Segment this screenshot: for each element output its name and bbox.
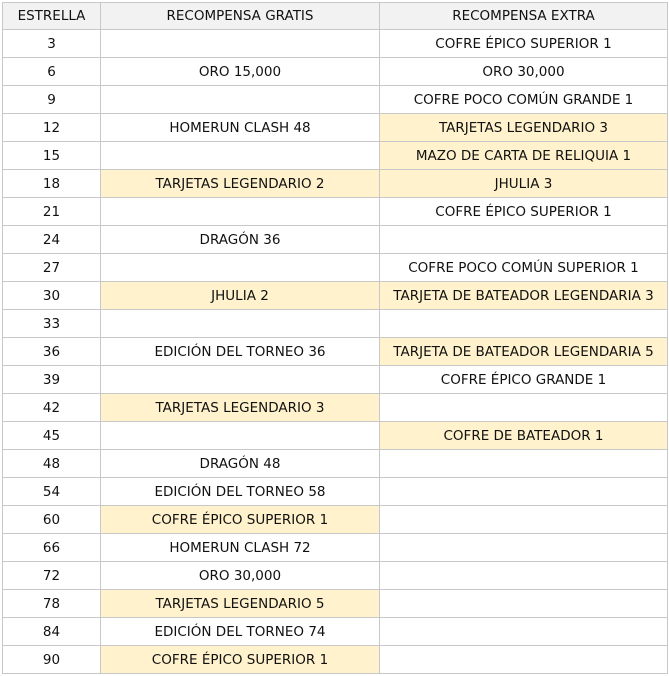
extra-reward-cell: COFRE ÉPICO SUPERIOR 1 — [380, 30, 668, 58]
table-row — [3, 114, 668, 142]
extra-reward-cell: COFRE ÉPICO GRANDE 1 — [380, 366, 668, 394]
star-cell: 39 — [3, 366, 101, 394]
star-cell: 27 — [3, 254, 101, 282]
extra-reward-cell — [380, 562, 668, 590]
table-row — [3, 366, 668, 394]
star-cell: 45 — [3, 422, 101, 450]
star-cell: 48 — [3, 450, 101, 478]
free-reward-cell: TARJETAS LEGENDARIO 3 — [101, 394, 380, 422]
header-estrella: ESTRELLA — [3, 3, 101, 30]
star-cell: 66 — [3, 534, 101, 562]
free-reward-cell: HOMERUN CLASH 72 — [101, 534, 380, 562]
table-header — [3, 3, 668, 30]
extra-reward-cell — [380, 478, 668, 506]
star-cell: 84 — [3, 618, 101, 646]
extra-reward-cell: ORO 30,000 — [380, 58, 668, 86]
table-row — [3, 254, 668, 282]
star-cell: 60 — [3, 506, 101, 534]
table-row — [3, 142, 668, 170]
free-reward-cell — [101, 142, 380, 170]
star-cell: 3 — [3, 30, 101, 58]
extra-reward-cell — [380, 646, 668, 674]
free-reward-cell: COFRE ÉPICO SUPERIOR 1 — [101, 506, 380, 534]
table-body — [3, 30, 668, 674]
extra-reward-cell: COFRE POCO COMÚN GRANDE 1 — [380, 86, 668, 114]
header-row — [3, 3, 668, 30]
table-row — [3, 450, 668, 478]
table-row — [3, 478, 668, 506]
table-row — [3, 534, 668, 562]
free-reward-cell: TARJETAS LEGENDARIO 2 — [101, 170, 380, 198]
free-reward-cell: DRAGÓN 48 — [101, 450, 380, 478]
star-cell: 90 — [3, 646, 101, 674]
free-reward-cell — [101, 310, 380, 338]
free-reward-cell: TARJETAS LEGENDARIO 5 — [101, 590, 380, 618]
star-cell: 30 — [3, 282, 101, 310]
free-reward-cell: JHULIA 2 — [101, 282, 380, 310]
star-cell: 6 — [3, 58, 101, 86]
extra-reward-cell — [380, 310, 668, 338]
extra-reward-cell: TARJETAS LEGENDARIO 3 — [380, 114, 668, 142]
star-cell: 42 — [3, 394, 101, 422]
header-recompensa-gratis: RECOMPENSA GRATIS — [101, 3, 380, 30]
extra-reward-cell: TARJETA DE BATEADOR LEGENDARIA 5 — [380, 338, 668, 366]
table-row — [3, 198, 668, 226]
free-reward-cell: EDICIÓN DEL TORNEO 36 — [101, 338, 380, 366]
star-cell: 15 — [3, 142, 101, 170]
free-reward-cell: HOMERUN CLASH 48 — [101, 114, 380, 142]
table-row — [3, 282, 668, 310]
extra-reward-cell — [380, 506, 668, 534]
table-row — [3, 562, 668, 590]
extra-reward-cell — [380, 590, 668, 618]
table-row — [3, 646, 668, 674]
free-reward-cell: DRAGÓN 36 — [101, 226, 380, 254]
extra-reward-cell: TARJETA DE BATEADOR LEGENDARIA 3 — [380, 282, 668, 310]
free-reward-cell: ORO 30,000 — [101, 562, 380, 590]
star-cell: 24 — [3, 226, 101, 254]
table-row — [3, 170, 668, 198]
extra-reward-cell: JHULIA 3 — [380, 170, 668, 198]
table-row — [3, 590, 668, 618]
star-cell: 9 — [3, 86, 101, 114]
extra-reward-cell — [380, 450, 668, 478]
star-cell: 78 — [3, 590, 101, 618]
free-reward-cell: ORO 15,000 — [101, 58, 380, 86]
extra-reward-cell: COFRE POCO COMÚN SUPERIOR 1 — [380, 254, 668, 282]
free-reward-cell — [101, 254, 380, 282]
star-cell: 18 — [3, 170, 101, 198]
table-row — [3, 506, 668, 534]
table-row — [3, 618, 668, 646]
extra-reward-cell: COFRE DE BATEADOR 1 — [380, 422, 668, 450]
extra-reward-cell — [380, 226, 668, 254]
table-row — [3, 58, 668, 86]
table-row — [3, 394, 668, 422]
extra-reward-cell: MAZO DE CARTA DE RELIQUIA 1 — [380, 142, 668, 170]
table-row — [3, 422, 668, 450]
free-reward-cell — [101, 86, 380, 114]
table-row — [3, 30, 668, 58]
free-reward-cell: COFRE ÉPICO SUPERIOR 1 — [101, 646, 380, 674]
free-reward-cell: EDICIÓN DEL TORNEO 74 — [101, 618, 380, 646]
table-row — [3, 226, 668, 254]
free-reward-cell — [101, 366, 380, 394]
table-row — [3, 338, 668, 366]
free-reward-cell: EDICIÓN DEL TORNEO 58 — [101, 478, 380, 506]
star-cell: 72 — [3, 562, 101, 590]
star-cell: 21 — [3, 198, 101, 226]
free-reward-cell — [101, 198, 380, 226]
extra-reward-cell: COFRE ÉPICO SUPERIOR 1 — [380, 198, 668, 226]
star-cell: 33 — [3, 310, 101, 338]
free-reward-cell — [101, 422, 380, 450]
extra-reward-cell — [380, 618, 668, 646]
table-row — [3, 86, 668, 114]
star-cell: 12 — [3, 114, 101, 142]
rewards-table — [2, 2, 668, 674]
free-reward-cell — [101, 30, 380, 58]
header-recompensa-extra: RECOMPENSA EXTRA — [380, 3, 668, 30]
extra-reward-cell — [380, 394, 668, 422]
star-cell: 54 — [3, 478, 101, 506]
star-cell: 36 — [3, 338, 101, 366]
table-row — [3, 310, 668, 338]
extra-reward-cell — [380, 534, 668, 562]
